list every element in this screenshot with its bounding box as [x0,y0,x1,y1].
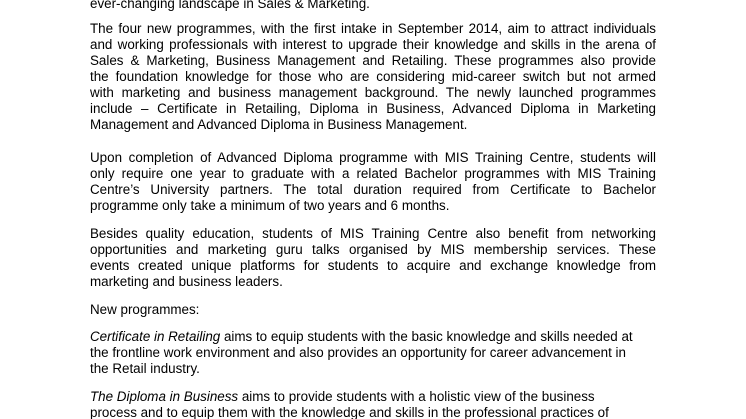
text-line: Upon completion of Advanced Diploma programme with MIS Training Centre, students will [90,150,656,165]
text-line: and working professionals with interest to upgrade their knowledge and skills in the arena of [90,37,656,52]
programme-title: Certificate in Retailing [90,329,221,344]
text-line: the frontline work environment and also provides an opportunity for career advancement in [90,345,626,360]
text-line: marketing and business leaders. [90,274,283,289]
text-fragment: aims to provide students with a holistic view of the business [238,389,595,404]
paragraph-diploma-in-business [90,389,656,419]
paragraph-certificate-in-retailing [90,329,656,377]
text-line: the Retail industry. [90,361,200,376]
paragraph-advanced-diploma [90,150,656,214]
text-line: Besides quality education, students of MIS Training Centre also benefit from networking [90,226,656,241]
paragraph-networking-benefits [90,226,656,290]
text-line [90,389,656,405]
text-line: events created unique platforms for students to acquire and exchange knowledge from [90,258,656,273]
text-line: include – Certificate in Retailing, Diploma in Business, Advanced Diploma in Marketing [90,101,656,116]
text-line: programme only take a minimum of two years and 6 months. [90,198,450,213]
text-line: Sales & Marketing, Business Management and Retailing. These programmes also provide [90,53,656,68]
text-line: New programmes: [90,302,200,317]
text-line: process and to equip them with the knowledge and skills in the professional practices of [90,405,609,419]
text-line [90,329,656,345]
paragraph-new-programmes-overview [90,21,656,133]
text-line: Centre’s University partners. The total duration required from Certificate to Bachelor [90,182,656,197]
text-line: opportunities and marketing guru talks organised by MIS membership services. These [90,242,656,257]
text-line: Management and Advanced Diploma in Business Management. [90,117,468,132]
text-line: The four new programmes, with the first intake in September 2014, aim to attract individuals [90,21,656,36]
text-fragment: aims to equip students with the basic knowledge and skills needed at [220,329,633,344]
paragraph-intro-tail [90,0,656,12]
paragraph-new-programmes-heading [90,302,656,318]
text-line: the foundation knowledge for those who are considering mid-career switch but not armed [90,69,656,84]
programme-title: The Diploma in Business [90,389,239,404]
text-line: with marketing and business management background. The newly launched programmes [90,85,656,100]
text-line: ever-changing landscape in Sales & Marketing. [90,0,370,11]
text-line: only require one year to graduate with a related Bachelor programmes with MIS Training [90,166,656,181]
